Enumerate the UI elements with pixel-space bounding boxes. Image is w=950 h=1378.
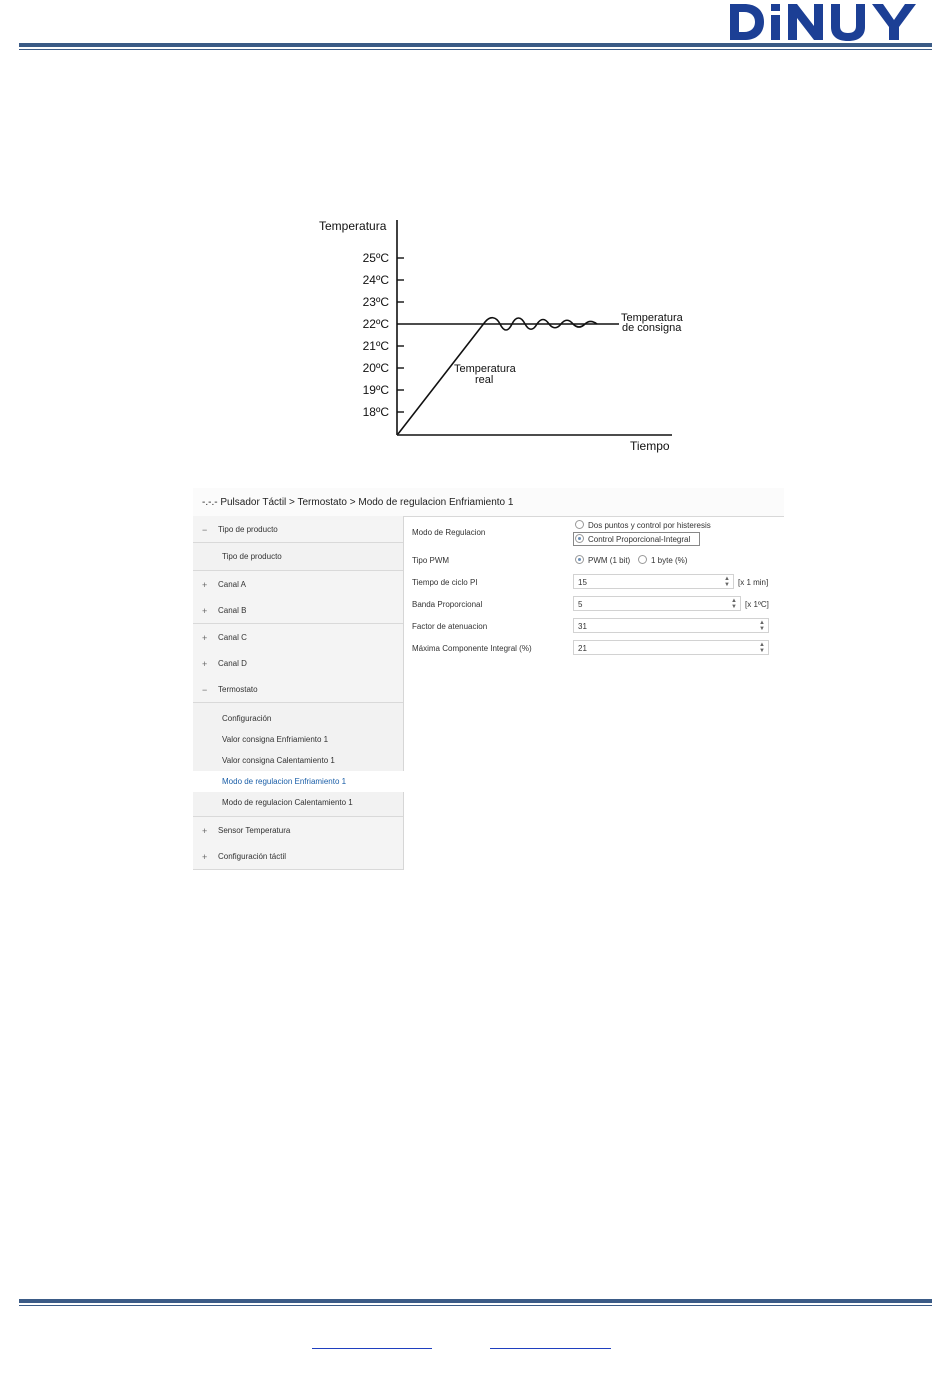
expand-icon[interactable]: + — [202, 633, 208, 643]
modo-regulacion-label: Modo de Regulacion — [412, 528, 486, 537]
tick-label: 19ºC — [362, 383, 389, 397]
tick-label: 23ºC — [362, 295, 389, 309]
tree-group-termostato[interactable] — [193, 676, 403, 703]
spin-arrows-icon[interactable]: ▲ ▼ — [724, 576, 730, 588]
tree-group-canal-c[interactable] — [193, 624, 403, 651]
tree-label: Sensor Temperatura — [218, 826, 291, 835]
modo-histeresis-radio[interactable] — [575, 520, 584, 529]
factor-label: Factor de atenuacion — [412, 622, 488, 631]
tick-label: 22ºC — [362, 317, 389, 331]
pwm-1bit-radio[interactable] — [575, 555, 584, 564]
real-label-2: real — [475, 374, 494, 386]
tipo-pwm-label: Tipo PWM — [412, 556, 450, 565]
tree-label: Modo de regulacion Calentamiento 1 — [222, 798, 353, 807]
footer-link-2[interactable] — [490, 1336, 611, 1349]
collapse-icon[interactable]: − — [202, 685, 208, 695]
tree-item-modo-enfriamiento[interactable] — [193, 771, 404, 792]
tree-item-configuracion[interactable] — [193, 708, 403, 729]
tree-label: Tipo de producto — [222, 552, 282, 561]
tiempo-ciclo-label: Tiempo de ciclo PI — [412, 578, 478, 587]
pwm-1byte-radio[interactable] — [638, 555, 647, 564]
tree-label: Termostato — [218, 685, 258, 694]
tree-group-canal-d[interactable] — [193, 650, 403, 677]
parameter-tree — [193, 516, 404, 870]
setpoint-label-2: de consigna — [622, 322, 682, 334]
real-temperature-curve — [398, 318, 597, 434]
tree-label: Canal C — [218, 633, 247, 642]
banda-input[interactable] — [573, 596, 741, 611]
tree-label: Valor consigna Enfriamiento 1 — [222, 735, 329, 744]
pwm-1bit-label[interactable]: PWM (1 bit) — [588, 556, 631, 565]
tick-label: 18ºC — [362, 405, 389, 419]
tree-label: Canal D — [218, 659, 247, 668]
tick-label: 25ºC — [362, 251, 389, 265]
expand-icon[interactable]: + — [202, 606, 208, 616]
tree-group-tipo-producto[interactable] — [193, 516, 403, 543]
tick-label: 21ºC — [362, 339, 389, 353]
tree-item-modo-calentamiento[interactable] — [193, 789, 403, 817]
tree-label: Configuración — [222, 714, 272, 723]
tree-label: Configuración táctil — [218, 852, 287, 861]
factor-input[interactable] — [573, 618, 769, 633]
x-axis-label: Tiempo — [630, 439, 670, 453]
real-label-1: Temperatura — [454, 363, 516, 375]
tree-label: Canal A — [218, 580, 247, 589]
maxima-input[interactable] — [573, 640, 769, 655]
expand-icon[interactable]: + — [202, 826, 208, 836]
tree-group-canal-a[interactable] — [193, 571, 403, 598]
expand-icon[interactable]: + — [202, 580, 208, 590]
maxima-value: 21 — [578, 644, 587, 653]
parameter-form — [404, 516, 784, 870]
expand-icon[interactable]: + — [202, 852, 208, 862]
banda-unit: [x 1ºC] — [745, 600, 769, 609]
modo-pi-label[interactable]: Control Proporcional-Integral — [588, 535, 691, 544]
tick-label: 24ºC — [362, 273, 389, 287]
tree-item-valor-calentamiento[interactable] — [193, 750, 403, 771]
tree-label: Valor consigna Calentamiento 1 — [222, 756, 335, 765]
ets-parameter-panel — [193, 488, 784, 870]
tree-label: Tipo de producto — [218, 525, 278, 534]
spin-arrows-icon[interactable]: ▲ ▼ — [759, 620, 765, 632]
tree-item-tipo-producto[interactable] — [193, 543, 403, 571]
breadcrumb-text: -.-.- Pulsador Táctil > Termostato > Modo de regulacion Enfriamiento 1 — [202, 497, 514, 508]
footer-link-1[interactable] — [312, 1336, 432, 1349]
breadcrumb — [193, 488, 784, 517]
tree-item-valor-enfriamiento[interactable] — [193, 729, 403, 750]
pwm-1byte-label[interactable]: 1 byte (%) — [651, 556, 688, 565]
modo-histeresis-label[interactable]: Dos puntos y control por histeresis — [588, 521, 711, 530]
spin-arrows-icon[interactable]: ▲ ▼ — [759, 642, 765, 654]
spin-arrows-icon[interactable]: ▲ ▼ — [731, 598, 737, 610]
tiempo-ciclo-value: 15 — [578, 578, 587, 587]
modo-pi-radio[interactable] — [575, 534, 584, 543]
temperature-graph — [310, 210, 710, 460]
y-axis-label: Temperatura — [319, 219, 387, 233]
banda-label: Banda Proporcional — [412, 600, 483, 609]
collapse-icon[interactable]: − — [202, 525, 208, 535]
header-rule — [19, 43, 932, 50]
tree-group-canal-b[interactable] — [193, 597, 403, 624]
tree-group-sensor-temperatura[interactable] — [193, 817, 403, 844]
tree-label: Modo de regulacion Enfriamiento 1 — [222, 777, 347, 786]
factor-value: 31 — [578, 622, 587, 631]
banda-value: 5 — [578, 600, 583, 609]
dinuy-logo — [728, 2, 932, 42]
tiempo-ciclo-unit: [x 1 min] — [738, 578, 769, 587]
footer-rule — [19, 1299, 932, 1306]
expand-icon[interactable]: + — [202, 659, 208, 669]
setpoint-label-1: Temperatura — [621, 312, 683, 324]
tick-label: 20ºC — [362, 361, 389, 375]
tick-22 — [363, 317, 390, 331]
tree-label: Canal B — [218, 606, 247, 615]
maxima-label: Máxima Componente Integral (%) — [412, 644, 532, 653]
tree-group-configuracion-tactil[interactable] — [193, 843, 403, 870]
tiempo-ciclo-input[interactable] — [573, 574, 734, 589]
